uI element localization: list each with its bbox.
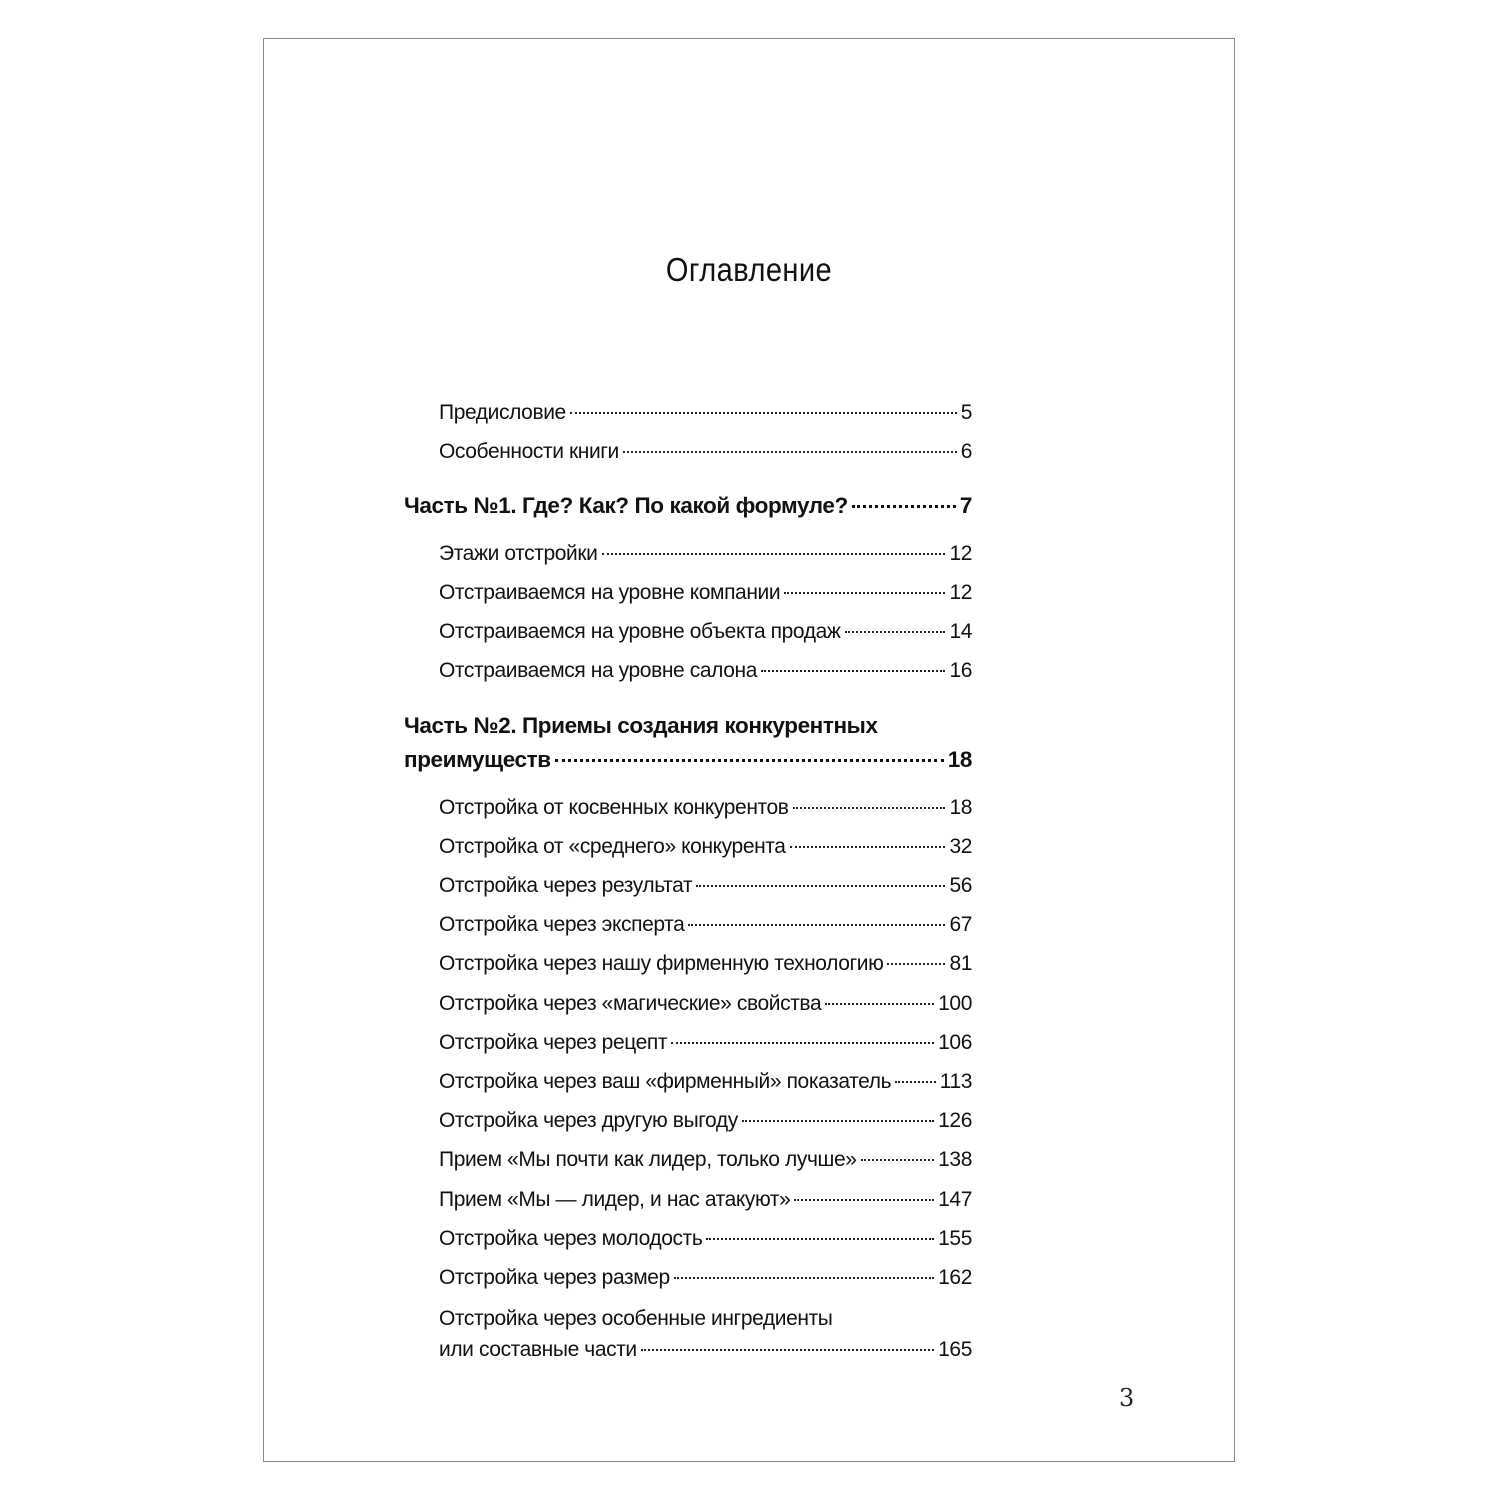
toc-entry-page: 12 (949, 581, 972, 604)
toc-entry (439, 1068, 972, 1096)
dot-leader (861, 1159, 935, 1161)
toc-entry-label: Отстройка через «магические» свойства (439, 992, 822, 1015)
toc-entry-page: 5 (960, 401, 972, 424)
toc-entry-page: 126 (938, 1109, 972, 1132)
toc-entry-label: Отстройка через рецепт (439, 1031, 668, 1054)
toc-entry-label: Особенности книги (439, 440, 619, 463)
toc-entry-page: 16 (949, 659, 972, 682)
toc-entry-label: Предисловие (439, 401, 566, 424)
toc-entry (439, 872, 972, 900)
dot-leader (671, 1042, 934, 1044)
toc-entry (439, 911, 972, 939)
dot-leader (623, 451, 957, 453)
dot-leader (825, 1003, 934, 1005)
toc-entry-label: Прием «Мы — лидер, и нас атакуют» (439, 1188, 791, 1211)
dot-leader (793, 807, 946, 809)
toc-entry (439, 794, 972, 822)
toc-entry-label-line1: Отстройка через особенные ингредиенты (439, 1307, 833, 1330)
dot-leader (790, 846, 946, 848)
toc-entry-label: Отстройка через ваш «фирменный» показатель (439, 1070, 892, 1093)
toc-entry-page: 6 (960, 440, 972, 463)
toc-entry (439, 618, 972, 646)
toc-entry-label: Отстраиваемся на уровне салона (439, 659, 757, 682)
toc-entry (439, 1029, 972, 1057)
toc-entry (439, 1264, 972, 1292)
toc-entry-label-line2: или составные части (439, 1338, 637, 1361)
toc-entry-label: Прием «Мы почти как лидер, только лучше» (439, 1148, 857, 1171)
toc-entry-page: 165 (938, 1338, 972, 1361)
toc-entry-page: 162 (938, 1266, 972, 1289)
dot-leader (688, 924, 945, 926)
dot-leader (742, 1120, 934, 1122)
toc-entry-label: Отстройка через размер (439, 1266, 670, 1289)
toc-entry-page: 12 (949, 542, 972, 565)
toc-entry (439, 950, 972, 978)
dot-leader (794, 1199, 934, 1201)
toc-entry (439, 579, 972, 607)
toc-entry (439, 399, 972, 427)
dot-leader (852, 505, 956, 508)
toc-entry (439, 657, 972, 685)
toc-entry-label: Отстройка через эксперта (439, 913, 685, 936)
dot-leader (555, 759, 944, 762)
toc-entry (439, 833, 972, 861)
toc-entry (439, 1107, 972, 1135)
toc-entry-label: Отстройка через нашу фирменную технологию (439, 952, 884, 975)
toc-entry-page: 138 (938, 1148, 972, 1171)
toc-entry-page: 106 (938, 1031, 972, 1054)
toc-entry-label: Отстройка от «среднего» конкурента (439, 835, 786, 858)
toc-entry-page: 32 (949, 835, 972, 858)
dot-leader (570, 412, 957, 414)
dot-leader (895, 1081, 936, 1083)
toc-entry (439, 540, 972, 568)
toc-entry-page: 67 (949, 913, 972, 936)
dot-leader (641, 1349, 934, 1351)
dot-leader (674, 1277, 934, 1279)
toc-entry (439, 1303, 972, 1365)
toc-entry (439, 1225, 972, 1253)
page-number: 3 (1119, 1384, 1135, 1412)
dot-leader (706, 1238, 934, 1240)
toc-entry (439, 438, 972, 466)
toc-entry-label: Отстройка через другую выгоду (439, 1109, 738, 1132)
dot-leader (696, 885, 945, 887)
toc-entry-label: Этажи отстройки (439, 542, 598, 565)
toc-entry-page: 56 (949, 874, 972, 897)
dot-leader (602, 553, 946, 555)
toc-entry (439, 1186, 972, 1214)
toc-part-label-line2: преимуществ (404, 747, 551, 772)
page-title: Оглавление (665, 251, 833, 288)
toc-entry (439, 990, 972, 1018)
toc-entry-page: 113 (939, 1070, 972, 1093)
toc-entry (439, 1146, 972, 1174)
toc-entry-label: Отстраиваемся на уровне объекта продаж (439, 620, 841, 643)
toc-entry-page: 81 (949, 952, 972, 975)
toc-part-page: 18 (947, 747, 972, 772)
dot-leader (761, 670, 945, 672)
dot-leader (887, 963, 945, 965)
book-page (263, 38, 1235, 1462)
toc-entry-label: Отстраиваемся на уровне компании (439, 581, 781, 604)
toc-part-entry (404, 492, 972, 520)
toc-entry-page: 14 (949, 620, 972, 643)
toc-entry-page: 100 (938, 992, 972, 1015)
dot-leader (784, 592, 945, 594)
toc-entry-page: 18 (949, 796, 972, 819)
toc-entry-label: Отстройка через молодость (439, 1227, 703, 1250)
toc-part-entry (404, 709, 972, 777)
toc-entry-page: 155 (938, 1227, 972, 1250)
toc-part-label: Часть №1. Где? Как? По какой формуле? (404, 493, 848, 518)
toc-entry-page: 147 (938, 1188, 972, 1211)
toc-entry-label: Отстройка от косвенных конкурентов (439, 796, 789, 819)
toc-entry-label: Отстройка через результат (439, 874, 693, 897)
dot-leader (845, 631, 946, 633)
toc-part-label-line1: Часть №2. Приемы создания конкурентных (404, 713, 878, 738)
toc-part-page: 7 (959, 493, 972, 518)
